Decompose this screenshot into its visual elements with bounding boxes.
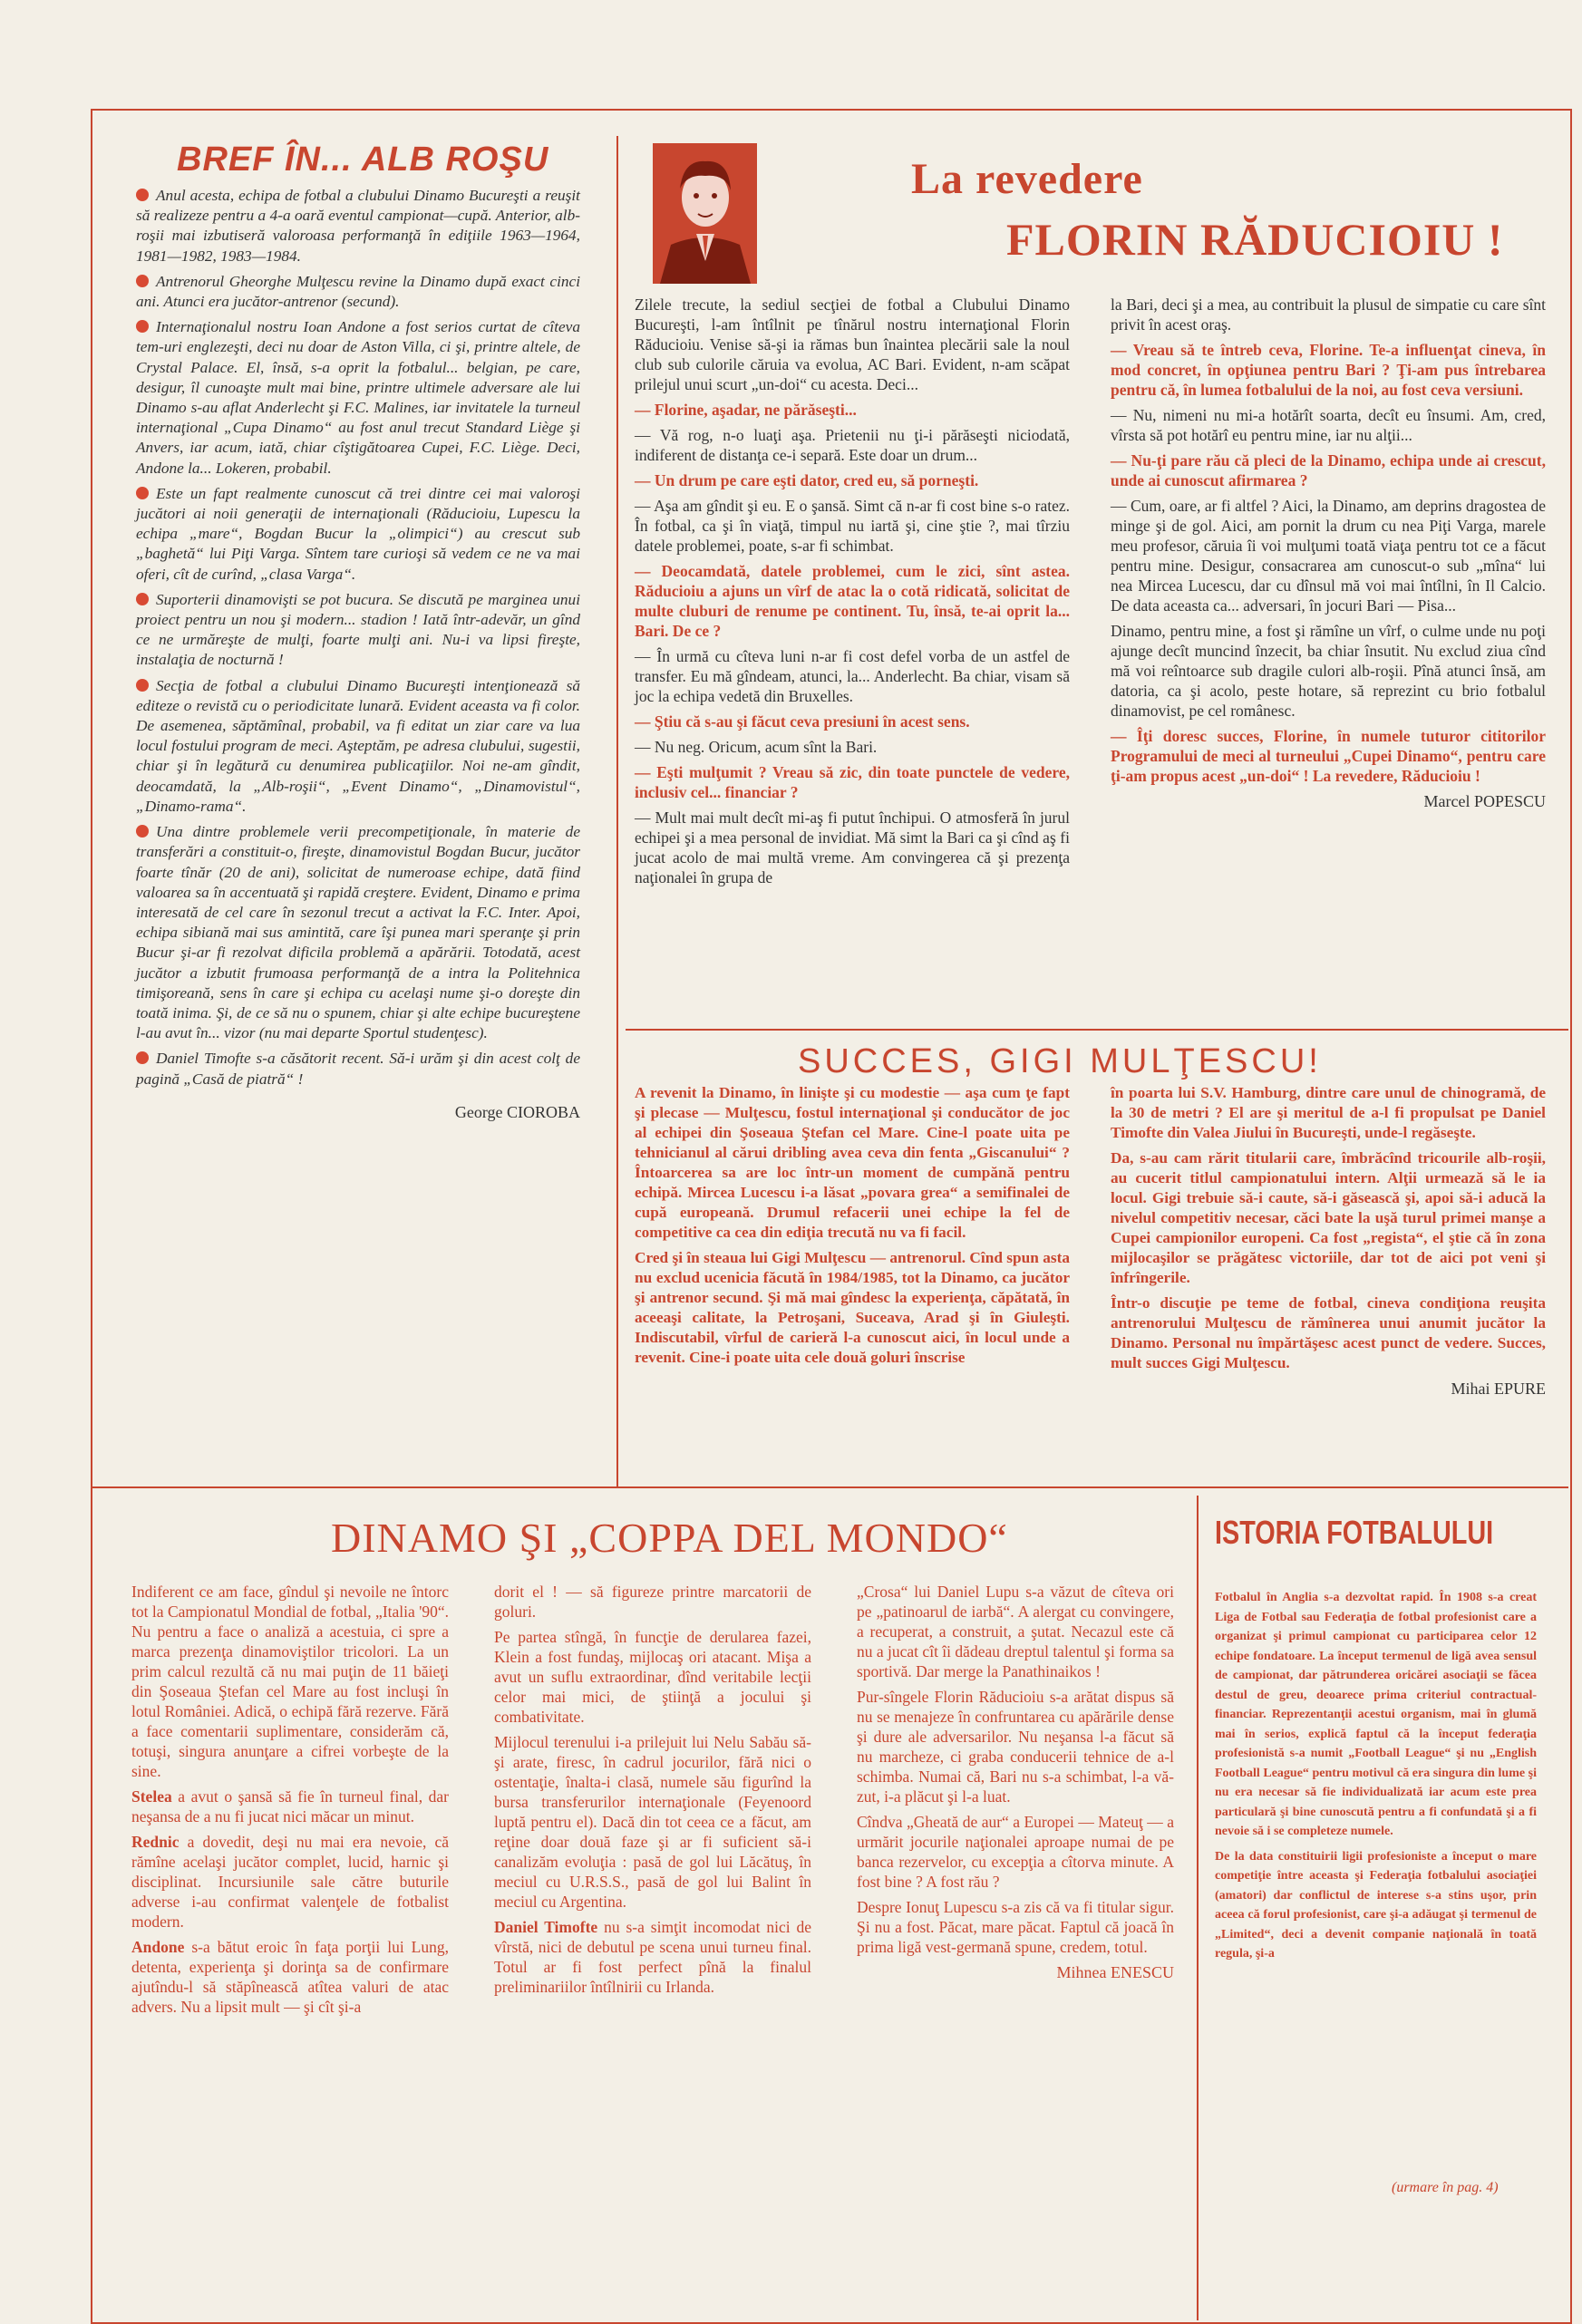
divider-revedere-succes: [626, 1029, 1568, 1031]
revedere-title-line1: La revedere: [911, 155, 1143, 203]
coppa-column-2: [494, 1582, 811, 2002]
revedere-paragraph: — Nu, nimeni nu mi-a hotărît soarta, decît eu însumi. Am, cred, vîrsta să pot hotărî eu pentru mine, iar nu alţii...: [1111, 406, 1546, 444]
succes-paragraph: A revenit la Dinamo, în linişte şi cu modestie — aşa cum ţe fapt şi plecase — Mulţescu, fostul internaţional şi conducător de joc al echipei din Şoseaua Ştefan cel Mare. Cine-l poate uita pe tehnicianul al cărui dribling avea ceva din fenta „Giscanului“ ? Întoarcerea sa are loc într-un moment de cumpănă pentru echipă. Mircea Lucescu i-a lăsat „povara grea“ a semifinalei de cupă europeană. Drumul refacerii unei echipe la fel de competitive ca cea din ediţia trecută nu va fi facil.: [635, 1084, 1070, 1241]
succes-paragraph: Cred şi în steaua lui Gigi Mulţescu — antrenorul. Cînd spun asta nu exclud ucenicia făcută în 1984/1985, tot la Dinamo, ca jucător şi antrenor secund. Şi mă mai gîndesc la experienţa, căpătată, în aceeaşi calitate, la Petroşani, Suceava, Arad şi în Giuleşti. Indiscutabil, vîrful de carieră l-a cunoscut aici, în locul unde a revenit. Cine-i poate uita cele două goluri înscrise: [635, 1249, 1070, 1366]
revedere-paragraph: — Mult mai mult decît mi-aş fi putut închipui. O atmosferă în jurul echipei şi a mea personal de invidiat. Mă simt la Bari ca şi cînd aş fi jucat acolo de mai multă vreme. Am convingerea că şi prezenţa naţionalei în grupa de: [635, 809, 1070, 886]
bref-item: Una dintre problemele verii precompetiţionale, în materie de transferări a constituit-o, fireşte, dinamovistul Bogdan Bucur, jucător foarte tînăr (20 de ani), solicitat de numeroase echipe, dată fiind valoarea sa în accentuată şi rapidă creştere. Evident, Dinamo e prima interesată de cel care în sezonul trecut a activat la F.C. Inter. Apoi, echipa sibiană mai sus amintită, care îşi punea mari speranţe şi prin Bucur şi-ar fi rezolvat dificila problemă a apărării. Totodată, acest jucător a izbutit frumoasa performanţă de a intra la Politehnica timişoreană, sens în care şi echipa cu acelaşi nume şi-o doreşte din toată inima. Şi, de ce să nu o spunem, chiar şi alte echipe bucureştene l-au avut în... vizor (nu mai departe Sportul studenţesc).: [136, 823, 580, 1042]
revedere-question: — Ştiu că s-au şi făcut ceva presiuni în acest sens.: [635, 712, 970, 731]
divider-left-column: [616, 136, 618, 1486]
coppa-column-1: [131, 1582, 449, 2022]
bullet-icon: [136, 275, 149, 287]
succes-paragraph: Da, s-au cam rărit titularii care, îmbrăcînd tricourile alb-roşii, au cucerit titlul campionatului intern. Alţii urmează să le ia locul. Gigi trebuie să-i caute, să-i găsească şi, apoi să-i aducă la nivelul competitiv necesar, căci bate la uşă turul primei manşe a Cupei campionilor europeni. Ca fost „regista“, el ştie că în zona mijlocaşilor se prăgătesc victoriile, dar tot de aici pot veni şi înfrîngerile.: [1111, 1149, 1546, 1286]
bref-item: Daniel Timofte s-a căsătorit recent. Să-i urăm şi din acest colţ de pagină „Casă de piatră“ !: [136, 1050, 580, 1088]
coppa-paragraph: Indiferent ce am face, gîndul şi nevoile ne întorc tot la Campionatul Mondial de fotbal, „Italia '90“. Nu pentru a face o analiză a acestuia, ci spre a marca prezenţa dinamoviştilor tricolori. La un prim calcul rezultă că nu mai puţin de 11 băieţi din Şoseaua Ştefan cel Mare au fost incluşi în lotul României. Adică, o echipă fără rezerve. Fără a face comentarii suplimentare, considerăm că, totuşi, singura anunţare a cifrei vorbeşte de la sine.: [131, 1583, 449, 1780]
bullet-icon: [136, 189, 149, 201]
coppa-paragraph: Cîndva „Gheată de aur“ a Europei — Mateuţ — a urmărit jocurile naţionalei aproape numai de pe banca rezervelor, cu excepţia a cîtorva minute. A fost bine ? A fost rău ?: [857, 1813, 1174, 1891]
istoria-paragraph: De la data constituirii ligii profesioniste a început o mare competiţie între aceasta şi Federaţia fotbalului asociaţiei (amatori) dar conflictul de interese s-a stins uşor, prin aceea că forul profesionist, care şi-a adăugat şi termenul de „Limited“, deci a devenit companie naţională în toată regula, şi-a: [1215, 1849, 1537, 1961]
coppa-paragraph: dorit el ! — să figureze printre marcatorii de goluri.: [494, 1583, 811, 1621]
coppa-paragraph: Pe partea stîngă, în funcţie de derularea fazei, Klein a fost fundaş, mijlocaş ori atacant. Mişa a avut un suflu extraordinar, dînd veritabile lecţii celor mai mici, de ştiinţă a jocului şi combativitate.: [494, 1628, 811, 1726]
divider-lower-section: [91, 1486, 1568, 1488]
coppa-paragraph: Mijlocul terenului i-a prilejuit lui Nelu Sabău să-şi arate, firesc, în cadrul jocurilor, fără nici o ostentaţie, înalta-i clasă, numele său figurînd la bursa transferurilor internaţionale (Feyenoord luptă pentru el). Dacă din tot ceea ce a făcut, am reţine doar două faze şi ar fi suficient să-i canalizăm evoluţia : pasă de gol lui Lăcătuş, în meciul cu U.R.S.S., pasă de gol lui Balint în meciul cu Argentina.: [494, 1733, 811, 1911]
coppa-paragraph: Stelea a avut o şansă să fie în turneul final, dar neşansa de a nu fi jucat nici măcar un minut.: [131, 1787, 449, 1825]
succes-column-2: [1111, 1083, 1546, 1404]
bullet-icon: [136, 487, 149, 499]
bullet-icon: [136, 679, 149, 692]
coppa-paragraph: Despre Ionuţ Lupescu s-a zis că va fi titular sigur. Şi nu a fost. Păcat, mare păcat. Faptul că joacă în prima ligă vest-germană spune, credem, totul.: [857, 1898, 1174, 1956]
coppa-column-3: [857, 1582, 1174, 1988]
coppa-paragraph: Andone s-a bătut eroic în faţa porţii lui Lung, detenta, experienţa şi dorinţa sa de confirmare ajutîndu-l să stăpînească atîtea valuri de atac advers. Nu a lipsit mult — şi cît şi-a: [131, 1938, 449, 2016]
revedere-question: — Deocamdată, datele problemei, cum le zici, sînt astea. Răducioiu a ajuns un vîrf de atac la o cotă ridicată, solicitat de multe cluburi de renume pe continent. Tu, însă, te-ai oprit la... Bari. De ce ?: [635, 562, 1070, 640]
bullet-icon: [136, 1051, 149, 1064]
bullet-icon: [136, 593, 149, 605]
coppa-title: DINAMO ŞI „COPPA DEL MONDO“: [331, 1515, 1008, 1561]
succes-paragraph: în poarta lui S.V. Hamburg, dintre care unul de chinogramă, de la 30 de metri ? El are şi meritul de a-l fi propulsat pe Daniel Timofte din Valea Jiului în Bucureşti, unde-l regăseşte.: [1111, 1084, 1546, 1141]
bullet-icon: [136, 825, 149, 838]
revedere-question: — Florine, aşadar, ne părăseşti...: [635, 401, 857, 419]
revedere-title-line2: FLORIN RĂDUCIOIU !: [1006, 214, 1504, 265]
revedere-paragraph: — Cum, oare, ar fi altfel ? Aici, la Dinamo, am deprins dragostea de minge şi de gol. Aici, am pornit la drum cu nea Piţi Varga, marele meu profesor, căruia îi voi mulţumi toată viaţa pentru tot ce a făcut pentru mine. Desigur, consacrarea am cunoscut-o sub „mîna“ lui nea Mircea Lucescu, dar cu dînsul mă voi mai întîlni, în Il Calcio. De data aceasta ca... adversari, în jocuri Bari — Pisa...: [1111, 497, 1546, 615]
bref-column: [136, 186, 580, 1128]
revedere-column-2: [1111, 295, 1546, 817]
continued-note: (urmare în pag. 4): [1392, 2180, 1499, 2195]
bref-item: Este un fapt realmente cunoscut că trei dintre cei mai valoroşi jucători ai noii generaţii de internaţionali (Răducioiu, Lupescu la echipa „mare“, Bogdan Bucur la „olimpici“) au crescut sub „baghetă“ lui Piţi Varga. Sîntem tare curioşi să vedem ce ne va mai oferi, cît de curînd, „clasa Varga“.: [136, 484, 580, 583]
coppa-paragraph: Daniel Timofte nu s-a simţit incomodat nici de vîrstă, nici de debutul pe scena unui turneu final. Totul ar fi fost perfect pînă la finalul preliminariilor întîlnirii cu Irlanda.: [494, 1918, 812, 1996]
bref-item: Suporterii dinamovişti se pot bucura. Se discută pe marginea unui proiect pentru un nou şi modern... stadion ! Iată într-adevăr, un gînd ce ne urmăreşte de mulţi, foarte mulţi ani. Nu-i va lipsi fireşte, instalaţia de nocturnă !: [136, 590, 580, 669]
revedere-question: — Nu-ţi pare rău că pleci de la Dinamo, echipa unde ai crescut, unde ai cunoscut afirmarea ?: [1111, 451, 1546, 489]
revedere-paragraph: Zilele trecute, la sediul secţiei de fotbal a Clubului Dinamo Bucureşti, l-am întîlnit pe tînărul nostru internaţional Florin Răducioiu. Venise să-şi ia rămas bun înaintea plecării sale la noul club sub culorile căruia va evolua, AC Bari. Evident, n-am scăpat prilejul unui scurt „un-doi“ cu acesta. Deci...: [635, 295, 1070, 393]
bref-title: BREF ÎN... ALB ROŞU: [177, 140, 549, 179]
revedere-paragraph: — Aşa am gîndit şi eu. E o şansă. Simt că n-ar fi cost bine s-o ratez. În fotbal, ca şi în viaţă, timpul nu iartă şi, cine ştie ?, mai tîrziu datele problemei, poate, s-ar fi schimbat.: [635, 497, 1070, 555]
coppa-paragraph: Pur-sîngele Florin Răducioiu s-a arătat dispus să nu se menajeze în confruntarea cu apărările dense şi dure ale adversarilor. Nu neşansa l-a făcut să nu marcheze, ci graba conducerii tehnice de a-l schimba. Numai că, Bari nu s-a schimbat, l-a vă-zut, i-a plăcut şi l-a luat.: [857, 1688, 1174, 1806]
succes-title: SUCCES, GIGI MULŢESCU!: [798, 1042, 1322, 1080]
divider-istoria: [1197, 1496, 1199, 2320]
revedere-question: — Vreau să te întreb ceva, Florine. Te-a influenţat cineva, în mod concret, în opţiunea pentru Bari ? Ţi-am pus întrebarea pentru că, în lumea fotbalului de la noi, au fost ceva versiuni.: [1111, 341, 1546, 399]
coppa-paragraph: „Crosa“ lui Daniel Lupu s-a văzut de cîteva ori pe „patinoarul de iarbă“. A alergat cu convingere, a recuperat, a construit, a şutat. Necazul este că nu a jucat cît îi dădeau dreptul talentul şi forma sa sportivă. Dar merge la Panathinaikos !: [857, 1583, 1174, 1680]
revedere-question: — Îţi doresc succes, Florine, în numele tuturor cititorilor Programului de meci al turneului „Cupei Dinamo“, pentru care ţi-am propus acest „un-doi“ ! La revedere, Răducioiu !: [1111, 727, 1546, 785]
bref-item: Antrenorul Gheorghe Mulţescu revine la Dinamo după exact cinci ani. Atunci era jucător-antrenor (secund).: [136, 272, 580, 311]
bref-item: Internaţionalul nostru Ioan Andone a fost serios curtat de cîteva tem-uri englezeşti, deci nu doar de Aston Villa, ci şi, printre altele, de Crystal Palace. El, însă, s-a oprit la fotbalul... belgian, pe care, desigur, îl cunoaşte mult mai bine, printre ultimele adversare ale lui Dinamo s-au aflat Anderlecht şi F.C. Malines, iar invitatele la turneul internaţional „Cupa Dinamo“ au fost anul trecut Standard Liège şi Anvers, iar acum, iată, chiar cîştigătoarea Cupei, F.C. Liège. Deci, Andone la... Lokeren, probabil.: [136, 318, 580, 477]
revedere-question: — Un drum pe care eşti dator, cred eu, să porneşti.: [635, 471, 979, 489]
revedere-paragraph: — Vă rog, n-o luaţi aşa. Prietenii nu ţi-i părăseşti niciodată, indiferent de distanţa ce-i separă. Este doar un drum...: [635, 426, 1070, 464]
succes-signature: Mihai EPURE: [1451, 1380, 1546, 1398]
revedere-paragraph: — Nu neg. Oricum, acum sînt la Bari.: [635, 738, 878, 756]
istoria-title: ISTORIA FOTBALULUI: [1215, 1514, 1494, 1551]
coppa-signature: Mihnea ENESCU: [1056, 1963, 1174, 1981]
istoria-column: [1215, 1588, 1537, 1970]
revedere-paragraph: la Bari, deci şi a mea, au contribuit la plusul de simpatie cu care sînt privit în acest oraş.: [1111, 295, 1546, 334]
portrait-icon: [653, 143, 757, 284]
revedere-signature: Marcel POPESCU: [1423, 792, 1546, 810]
succes-paragraph: Într-o discuţie pe teme de fotbal, cineva condiţiona reuşita antrenorului Mulţescu de rămînerea unui anumit jucător la Dinamo. Personal nu împărtăşesc acest punct de vedere. Succes, mult succes Gigi Mulţescu.: [1111, 1294, 1546, 1371]
revedere-column-1: [635, 295, 1070, 893]
coppa-paragraph: Rednic a dovedit, deşi nu mai era nevoie, că rămîne acelaşi jucător complet, lucid, harnic şi disciplinat. Incursiunile sale către buturile adverse i-au confirmat valenţele de fotbalist modern.: [131, 1833, 449, 1931]
revedere-question: — Eşti mulţumit ? Vreau să zic, din toate punctele de vedere, inclusiv cel... financiar ?: [635, 763, 1070, 801]
portrait-photo: [653, 143, 757, 284]
bref-signature: George CIOROBA: [454, 1102, 580, 1121]
revedere-paragraph: Dinamo, pentru mine, a fost şi rămîne un vîrf, o culme unde nu poţi ajunge decît muncind înzecit, ba chiar însutit. Nu exclud ziua cînd mă voi reîntoarce sub dragile culori alb-roşii. Pînă atunci însă, am datoria, ca şi acolo, peste hotare, să reprezint cu brio fotbalul dinamovist, pe cel românesc.: [1111, 622, 1546, 720]
istoria-paragraph: Fotbalul în Anglia s-a dezvoltat rapid. În 1908 s-a creat Liga de Fotbal sau Federaţia de fotbal profesionist care a organizat şi primul campionat cu participarea celor 12 echipe fondatoare. La început termenul de ligă avea sensul de campionat, dar pătrunderea oricărei asociaţii se făcea destul de greu, deoarece prima criteriul contractual-financiar. Reprezentanţii acestui organism, mai în glumă mai în serios, explică faptul că la început federaţia profesionistă s-a numit „Football League“ şi nu „English Football League“ pentru motivul că era singura din lume şi nu era necesar să fie individualizată iar acum este prea particulară şi bine cunoscută pentru a fi confundată şi a fi nevoie să i se completeze numele.: [1215, 1591, 1537, 1838]
revedere-paragraph: — În urmă cu cîteva luni n-ar fi cost defel vorba de un astfel de transfer. Eu mă gîndeam, atunci, la... Anderlecht. Ba chiar, visam să joc la echipa vedetă din Bruxelles.: [635, 647, 1070, 705]
bref-item: Secţia de fotbal a clubului Dinamo Bucureşti intenţionează să editeze o revistă cu o periodicitate lunară. Evident aceasta va fi color. De asemenea, săptămînal, probabil, va fi editat un ziar care va lua locul fostului program de meci. Aşteptăm, pe adresa clubului, sugestii, chiar şi în legătură cu denumirea publicaţiilor. Noi ne-am gîndit, deocamdată, la „Alb-roşii“, „Event Dinamo“, „Dinamovistul“, „Dinamo-rama“.: [136, 676, 580, 815]
bullet-icon: [136, 320, 149, 333]
succes-column-1: [635, 1083, 1070, 1373]
bref-item: Anul acesta, echipa de fotbal a clubului Dinamo Bucureşti a reuşit să realizeze pentru a 4-a oară eventul campionat—cupă. Anterior, alb-roşii mai izbutiseră valoroasa performanţă în ediţiile 1963—1964, 1981—1982, 1983—1984.: [136, 187, 580, 265]
